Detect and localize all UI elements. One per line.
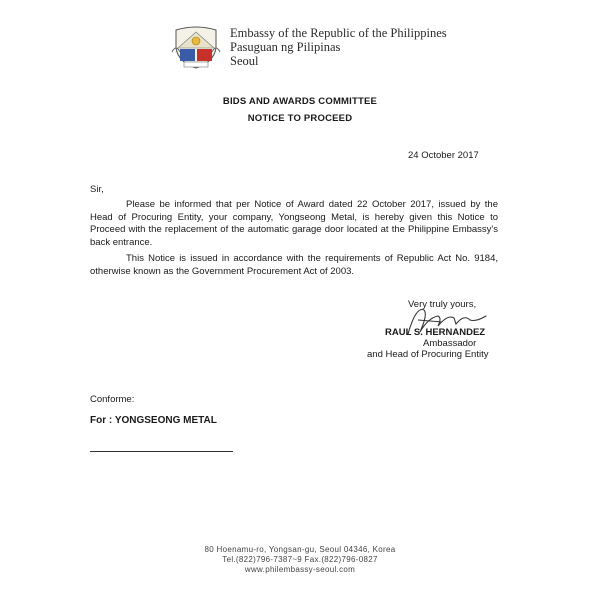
letterhead-city: Seoul	[230, 54, 259, 68]
footer-address: 80 Hoenamu-ro, Yongsan-gu, Seoul 04346, Korea	[204, 545, 396, 554]
conforme-signature-line	[90, 451, 233, 452]
letterhead-filipino-name: Pasuguan ng Pilipinas	[230, 40, 341, 54]
letterhead-embassy-name: Embassy of the Republic of the Philippines	[230, 26, 447, 40]
signatory-title: Ambassador	[423, 338, 477, 349]
signatory-name: RAUL S. HERNANDEZ	[385, 327, 486, 338]
signatory-position: and Head of Procuring Entity	[367, 349, 489, 360]
footer-phone-fax: Tel.(822)796-7387~9 Fax.(822)796-0827	[222, 555, 378, 564]
body-paragraph-2: This Notice is issued in accordance with the requirements of Republic Act No. 9184, otherwise known as the Government Procurement Act of 2003.	[90, 253, 498, 277]
conforme-label: Conforme:	[90, 394, 135, 405]
for-company-label: For : YONGSEONG METAL	[90, 415, 217, 426]
committee-title: BIDS AND AWARDS COMMITTEE	[222, 96, 378, 107]
closing-phrase: Very truly yours,	[408, 299, 477, 310]
salutation: Sir,	[90, 184, 104, 195]
letter-date: 24 October 2017	[408, 150, 479, 161]
body-paragraph-1: Please be informed that per Notice of Award dated 22 October 2017, issued by the Head of Procuring Entity, your company, Yongseong Metal, is hereby given this Notice to Proceed with the replacement of the automatic garage door located at the Philippine Embassy's back entrance.	[90, 199, 498, 248]
notice-title: NOTICE TO PROCEED	[247, 113, 353, 124]
embassy-seal-icon	[170, 22, 222, 70]
footer-website: www.philembassy-seoul.com	[244, 565, 356, 574]
